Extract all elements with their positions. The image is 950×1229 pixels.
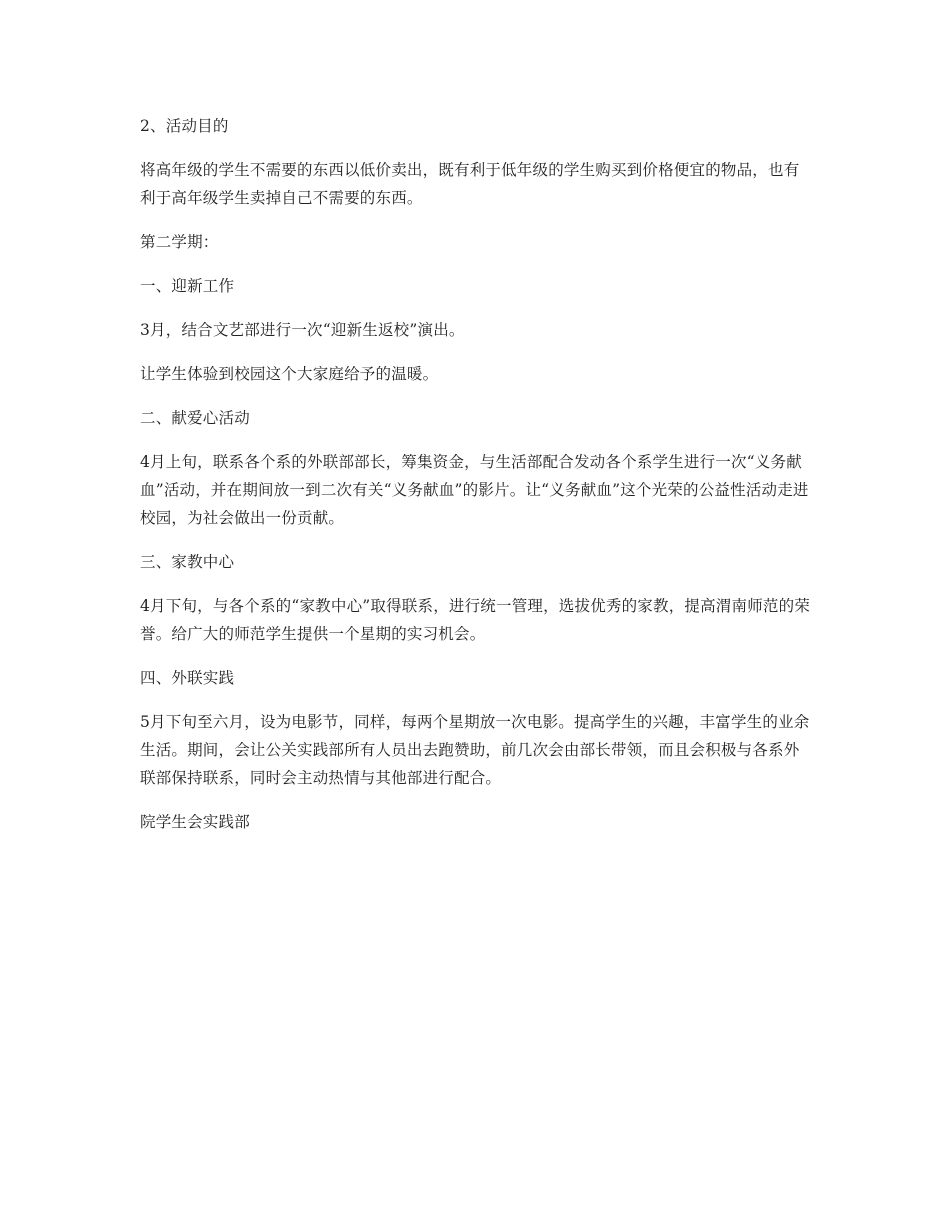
paragraph-tutoring-text: 4月下旬，与各个系的“家教中心”取得联系，进行统一管理，选拔优秀的家教，提高渭南师范的荣誉。给广大的师范学生提供一个星期的实习机会。 [140,597,811,643]
document-body [140,112,812,852]
signature-department: 院学生会实践部 [140,813,250,831]
paragraph-welcome-performance: 3月，结合文艺部进行一次“迎新生返校”演出。 [140,321,465,339]
section-heading-second-semester: 第二学期： [140,233,219,251]
section-heading-tutoring-center: 三、家教中心 [140,553,235,571]
paragraph-charity-text: 4月上旬，联系各个系的外联部部长，筹集资金，与生活部配合发动各个系学生进行一次“义务献血”活动，并在期间放一到二次有关“义务献血”的影片。让“义务献血”这个光荣的公益性活动走进校园，为社会做出一份贡献。 [140,453,809,527]
paragraph-purpose-text: 将高年级的学生不需要的东西以低价卖出，既有利于低年级的学生购买到价格便宜的物品，也有利于高年级学生卖掉自己不需要的东西。 [140,161,800,207]
paragraph-outreach-text: 5月下旬至六月，设为电影节，同样，每两个星期放一次电影。提高学生的兴趣，丰富学生的业余生活。期间，会让公关实践部所有人员出去跑赞助，前几次会由部长带领，而且会积极与各系外联部保持联系，同时会主动热情与其他部进行配合。 [140,713,810,787]
section-heading-charity: 二、献爱心活动 [140,409,250,427]
paragraph-welcome-warmth: 让学生体验到校园这个大家庭给予的温暖。 [140,365,439,383]
section-heading-welcome-work: 一、迎新工作 [140,277,235,295]
section-heading-outreach-practice: 四、外联实践 [140,669,235,687]
section-heading-purpose: 2、活动目的 [140,117,229,135]
